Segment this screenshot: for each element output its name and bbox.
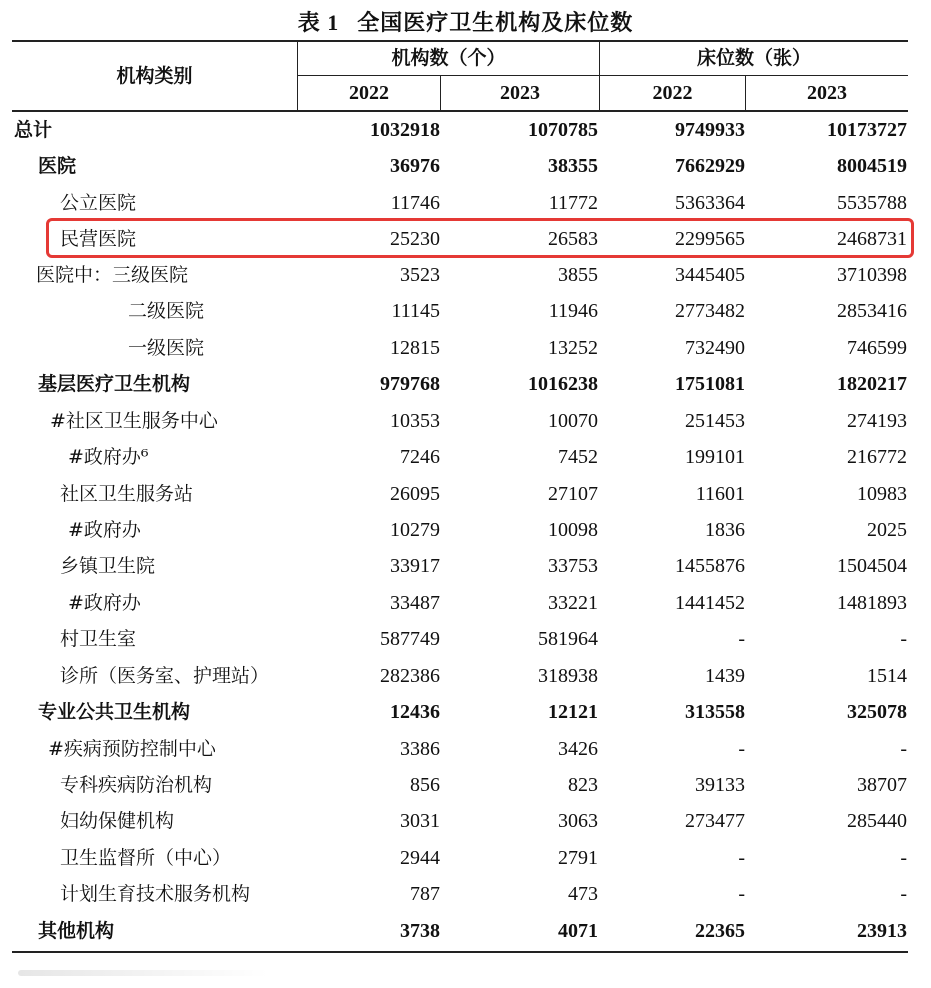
cell-beds-2023: 274193 — [847, 410, 907, 432]
cell-inst-2022: 3031 — [400, 810, 440, 832]
cell-beds-2022: 7662929 — [675, 155, 745, 177]
table-row-secondary-hospital — [0, 293, 931, 329]
table-title-text: 全国医疗卫生机构及床位数 — [357, 10, 634, 36]
cell-inst-2022: 7246 — [400, 446, 440, 468]
table-row-public-hospital — [0, 185, 931, 221]
cell-beds-2023: - — [900, 847, 907, 869]
cell-beds-2022: 273477 — [685, 810, 745, 832]
cell-inst-2022: 11145 — [391, 300, 440, 322]
row-label: 社区卫生服务站 — [60, 483, 194, 505]
table-row-other — [0, 913, 931, 949]
highlight-box — [46, 218, 914, 258]
cell-inst-2023: 11946 — [548, 300, 598, 322]
table-row-cdc — [0, 731, 931, 767]
scan-smudge — [18, 970, 268, 976]
cell-inst-2022: 10353 — [390, 410, 440, 432]
cell-beds-2023: - — [900, 738, 907, 760]
cell-inst-2023: 1016238 — [528, 373, 598, 395]
cell-beds-2023: 746599 — [847, 337, 907, 359]
cell-beds-2022: 3445405 — [675, 264, 745, 286]
row-label: 一级医院 — [128, 337, 205, 359]
row-label: #疾病预防控制中心 — [48, 738, 216, 760]
cell-inst-2023: 3426 — [558, 738, 598, 760]
header-category: 机构类别 — [116, 65, 193, 87]
row-label: 总计 — [14, 119, 53, 141]
table-row-community-center-gov — [0, 439, 931, 475]
row-label: 医院中：三级医院 — [36, 264, 189, 286]
cell-inst-2022: 12436 — [390, 701, 440, 723]
row-label: 医院 — [38, 155, 77, 177]
cell-beds-2023: - — [900, 628, 907, 650]
cell-inst-2022: 11746 — [390, 192, 440, 214]
row-label: 二级医院 — [128, 300, 205, 322]
table-row-specialty-prevention — [0, 767, 931, 803]
header-year-beds-2023: 2023 — [807, 82, 847, 104]
row-label: 乡镇卫生院 — [60, 555, 156, 577]
cell-beds-2023: 2853416 — [837, 300, 907, 322]
cell-inst-2022: 36976 — [390, 155, 440, 177]
cell-beds-2022: 2299565 — [675, 228, 745, 250]
header-year-beds-2022: 2022 — [652, 82, 693, 104]
cell-beds-2022: 2773482 — [675, 300, 745, 322]
cell-beds-2022: 22365 — [695, 920, 745, 942]
cell-beds-2022: 5363364 — [675, 192, 745, 214]
cell-inst-2022: 282386 — [380, 665, 440, 687]
bottom-rule — [12, 951, 908, 953]
cell-beds-2022: - — [738, 847, 745, 869]
cell-inst-2022: 33917 — [390, 555, 440, 577]
cell-inst-2023: 11772 — [548, 192, 598, 214]
cell-beds-2022: 1441452 — [675, 592, 745, 614]
row-label: 其他机构 — [38, 920, 115, 942]
cell-beds-2022: - — [738, 628, 745, 650]
cell-beds-2022: - — [738, 738, 745, 760]
cell-beds-2022: 1751081 — [675, 373, 745, 395]
table-row-total — [0, 112, 931, 148]
cell-inst-2023: 38355 — [548, 155, 598, 177]
cell-inst-2022: 33487 — [390, 592, 440, 614]
cell-beds-2022: 1836 — [705, 519, 745, 541]
table-row-community-station-gov — [0, 512, 931, 548]
cell-inst-2023: 318938 — [538, 665, 598, 687]
cell-beds-2022: 39133 — [695, 774, 745, 796]
cell-beds-2023: 38707 — [857, 774, 907, 796]
cell-beds-2023: 10983 — [857, 483, 907, 505]
cell-inst-2022: 787 — [410, 883, 440, 905]
cell-inst-2022: 1032918 — [370, 119, 440, 141]
cell-inst-2023: 3063 — [558, 810, 598, 832]
cell-beds-2023: 1481893 — [837, 592, 907, 614]
row-label: 专业公共卫生机构 — [38, 701, 191, 723]
cell-beds-2023: 216772 — [847, 446, 907, 468]
row-label: #社区卫生服务中心 — [50, 410, 218, 432]
cell-inst-2023: 33221 — [548, 592, 598, 614]
cell-beds-2022: 9749933 — [675, 119, 745, 141]
table-row-health-supervision — [0, 840, 931, 876]
header-year-inst-2023: 2023 — [500, 82, 540, 104]
cell-inst-2023: 2791 — [558, 847, 598, 869]
cell-inst-2023: 26583 — [548, 228, 598, 250]
cell-beds-2023: 23913 — [857, 920, 907, 942]
cell-inst-2023: 10070 — [548, 410, 598, 432]
row-label: 民营医院 — [60, 228, 137, 250]
cell-inst-2023: 12121 — [548, 701, 598, 723]
cell-inst-2023: 581964 — [538, 628, 598, 650]
row-label: 妇幼保健机构 — [60, 810, 175, 832]
cell-inst-2023: 823 — [568, 774, 598, 796]
cell-inst-2023: 27107 — [548, 483, 598, 505]
row-label: #政府办 — [68, 592, 141, 614]
cell-beds-2023: 10173727 — [827, 119, 907, 141]
header-year-inst-2022: 2022 — [349, 82, 389, 104]
cell-beds-2022: 1455876 — [675, 555, 745, 577]
cell-beds-2023: 1820217 — [837, 373, 907, 395]
row-label: 诊所（医务室、护理站） — [60, 665, 270, 687]
cell-inst-2023: 13252 — [548, 337, 598, 359]
cell-beds-2023: 1514 — [867, 665, 907, 687]
cell-inst-2022: 12815 — [390, 337, 440, 359]
cell-beds-2023: 5535788 — [837, 192, 907, 214]
row-label: 卫生监督所（中心） — [60, 847, 232, 869]
cell-inst-2023: 3855 — [558, 264, 598, 286]
cell-beds-2022: - — [738, 883, 745, 905]
table-row-hospital — [0, 148, 931, 184]
table-row-community-station — [0, 476, 931, 512]
table-row-tertiary-hospital — [0, 257, 931, 293]
table-row-primary-hospital — [0, 330, 931, 366]
table-row-grassroots — [0, 366, 931, 402]
table-row-clinic — [0, 658, 931, 694]
cell-inst-2022: 2944 — [400, 847, 440, 869]
cell-beds-2023: 8004519 — [837, 155, 907, 177]
table-row-maternal-child — [0, 803, 931, 839]
row-label: 村卫生室 — [60, 628, 137, 650]
cell-inst-2022: 3386 — [400, 738, 440, 760]
cell-beds-2022: 313558 — [685, 701, 745, 723]
table-row-public-health — [0, 694, 931, 730]
cell-inst-2023: 4071 — [558, 920, 598, 942]
cell-inst-2022: 25230 — [390, 228, 440, 250]
row-label: #政府办⁶ — [68, 446, 149, 468]
table-title — [0, 6, 931, 40]
cell-beds-2023: - — [900, 883, 907, 905]
header-beds: 床位数（张） — [696, 47, 811, 69]
table-row-family-planning — [0, 876, 931, 912]
cell-inst-2022: 587749 — [380, 628, 440, 650]
cell-inst-2023: 10098 — [548, 519, 598, 541]
cell-beds-2022: 11601 — [695, 483, 745, 505]
cell-beds-2023: 1504504 — [837, 555, 907, 577]
cell-beds-2023: 3710398 — [837, 264, 907, 286]
cell-beds-2022: 251453 — [685, 410, 745, 432]
cell-beds-2023: 325078 — [847, 701, 907, 723]
cell-inst-2022: 856 — [410, 774, 440, 796]
row-label: #政府办 — [68, 519, 141, 541]
cell-beds-2022: 732490 — [685, 337, 745, 359]
header-institutions: 机构数（个） — [391, 47, 506, 69]
table-row-community-center — [0, 403, 931, 439]
cell-inst-2022: 3523 — [400, 264, 440, 286]
cell-inst-2023: 473 — [568, 883, 598, 905]
cell-inst-2023: 33753 — [548, 555, 598, 577]
cell-beds-2023: 2468731 — [837, 228, 907, 250]
row-label: 专科疾病防治机构 — [60, 774, 213, 796]
cell-beds-2022: 199101 — [685, 446, 745, 468]
cell-inst-2022: 979768 — [380, 373, 440, 395]
cell-inst-2022: 10279 — [390, 519, 440, 541]
cell-inst-2023: 7452 — [558, 446, 598, 468]
cell-inst-2022: 26095 — [390, 483, 440, 505]
cell-beds-2022: 1439 — [705, 665, 745, 687]
cell-inst-2023: 1070785 — [528, 119, 598, 141]
cell-beds-2023: 2025 — [867, 519, 907, 541]
table-row-village-clinic — [0, 621, 931, 657]
table-number: 表 1 — [297, 10, 340, 35]
table-row-township-hospital-gov — [0, 585, 931, 621]
table-row-township-hospital — [0, 548, 931, 584]
row-label: 公立医院 — [60, 192, 137, 214]
cell-inst-2022: 3738 — [400, 920, 440, 942]
row-label: 基层医疗卫生机构 — [38, 373, 191, 395]
row-label: 计划生育技术服务机构 — [60, 883, 251, 905]
cell-beds-2023: 285440 — [847, 810, 907, 832]
